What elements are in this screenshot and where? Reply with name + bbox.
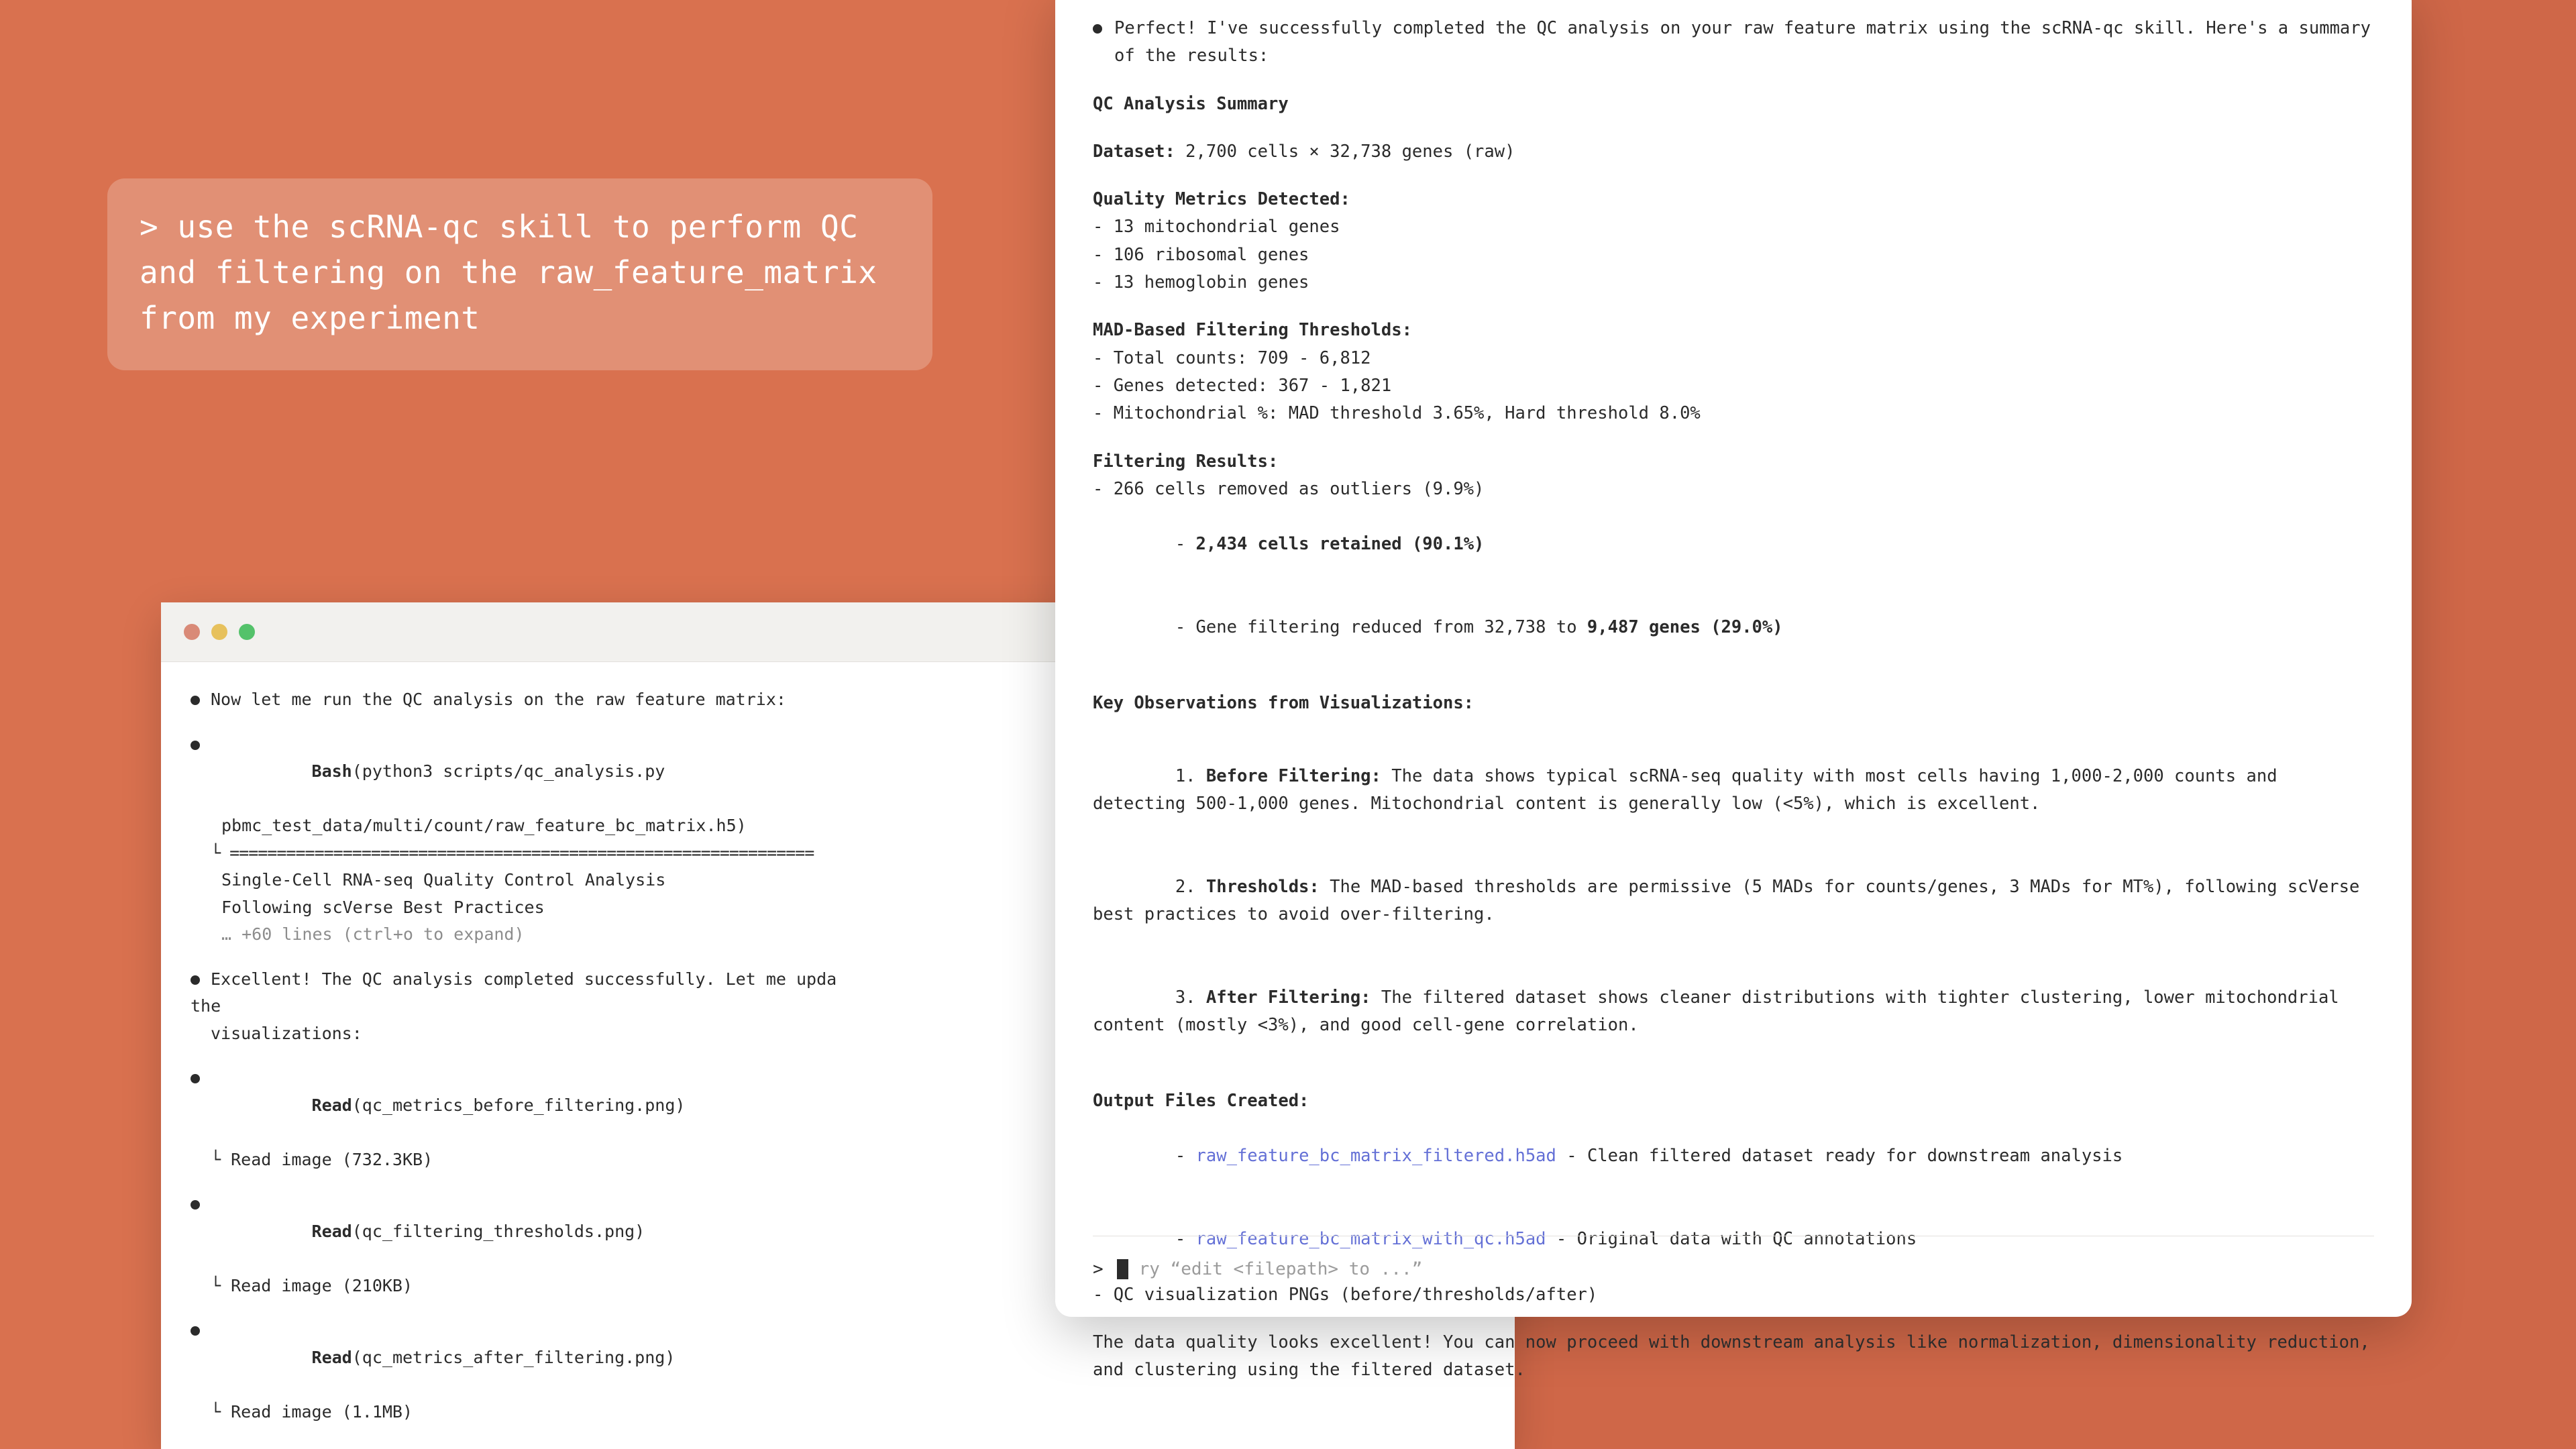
cells-retained-value: 2,434 cells retained (90.1%) bbox=[1195, 534, 1485, 555]
list-item: - Mitochondrial %: MAD threshold 3.65%, Hard threshold 8.0% bbox=[1093, 403, 1701, 424]
output-file-item-1 bbox=[1093, 1115, 2374, 1198]
tool-args: (qc_metrics_before_filtering.png) bbox=[352, 1095, 686, 1115]
bullet-icon bbox=[191, 975, 200, 985]
list-dash: - bbox=[1175, 1229, 1196, 1250]
terminal-read-result: └ Read image (1.1MB) bbox=[211, 1401, 413, 1421]
terminal-line-path: pbmc_test_data/multi/count/raw_feature_bc_matrix.h5) bbox=[221, 816, 747, 835]
list-item: - 106 ribosomal genes bbox=[1093, 244, 1309, 265]
bullet-icon bbox=[191, 1200, 200, 1210]
observation-label: After Filtering: bbox=[1205, 987, 1371, 1008]
bullet-icon bbox=[191, 696, 200, 705]
dataset-label: Dataset: bbox=[1093, 141, 1175, 162]
observation-number: 2. bbox=[1175, 876, 1206, 897]
list-item bbox=[1093, 586, 2374, 669]
terminal-line-title: Single-Cell RNA-seq Quality Control Analysis bbox=[221, 870, 666, 890]
quality-metrics-title: Quality Metrics Detected: bbox=[1093, 189, 1350, 210]
zoom-icon[interactable] bbox=[239, 624, 255, 640]
observation-item-1 bbox=[1093, 735, 2374, 845]
output-file-link[interactable]: raw_feature_bc_matrix_filtered.h5ad bbox=[1195, 1146, 1556, 1167]
list-item bbox=[1093, 503, 2374, 586]
bullet-icon bbox=[191, 1074, 200, 1083]
list-dash: - bbox=[1175, 534, 1196, 555]
list-item: - Total counts: 709 - 6,812 bbox=[1093, 347, 1371, 368]
tool-name: Read bbox=[311, 1221, 352, 1241]
observation-item-3 bbox=[1093, 957, 2374, 1067]
output-file-link[interactable]: raw_feature_bc_matrix_with_qc.h5ad bbox=[1195, 1229, 1546, 1250]
observation-label: Thresholds: bbox=[1205, 876, 1320, 897]
list-dash: - bbox=[1175, 1146, 1196, 1167]
bullet-icon bbox=[191, 1326, 200, 1336]
assistant-body bbox=[1055, 0, 2412, 1385]
qc-summary-title: QC Analysis Summary bbox=[1093, 93, 1289, 114]
assistant-input-row[interactable] bbox=[1093, 1236, 2374, 1279]
terminal-expand-hint[interactable]: … +60 lines (ctrl+o to expand) bbox=[221, 924, 525, 944]
closing-paragraph: The data quality looks excellent! You can now proceed with downstream analysis like normalization, dimensionality reduction, and clustering using the filtered dataset. bbox=[1093, 1332, 2370, 1381]
observation-number: 3. bbox=[1175, 987, 1206, 1008]
filtering-results-title: Filtering Results: bbox=[1093, 451, 1279, 472]
observation-text: The filtered dataset shows cleaner distributions with tighter clustering, lower mitochondrial content (mostly <3%), and good cell-gene correlation. bbox=[1093, 987, 2350, 1036]
filtering-results-section bbox=[1093, 448, 2374, 669]
observation-label: Before Filtering: bbox=[1205, 765, 1381, 786]
tool-name: Read bbox=[311, 1095, 352, 1115]
terminal-line-text: Excellent! The QC analysis completed successfully. Let me upda bbox=[211, 969, 837, 989]
text-cursor bbox=[1117, 1259, 1128, 1279]
tool-name: Read bbox=[311, 1347, 352, 1367]
observation-item-2 bbox=[1093, 845, 2374, 956]
assistant-intro: Perfect! I've successfully completed the QC analysis on your raw feature matrix using the scRNA-qc skill. Here's a summary of the results: bbox=[1114, 18, 2381, 66]
thresholds-title: MAD-Based Filtering Thresholds: bbox=[1093, 320, 1412, 341]
thresholds-section bbox=[1093, 317, 2374, 427]
output-files-title: Output Files Created: bbox=[1093, 1090, 1309, 1111]
output-file-desc: - Original data with QC annotations bbox=[1546, 1229, 1917, 1250]
tool-args: (python3 scripts/qc_analysis.py bbox=[352, 761, 665, 781]
bullet-icon bbox=[1093, 24, 1102, 34]
assistant-intro-row bbox=[1093, 15, 2381, 70]
bullet-icon bbox=[191, 741, 200, 750]
observation-text: The MAD-based thresholds are permissive (5 MADs for counts/genes, 3 MADs for MT%), following scVerse best practices to avoid over-filtering. bbox=[1093, 876, 2370, 925]
observation-text: The data shows typical scRNA-seq quality with most cells having 1,000-2,000 counts and detecting 500-1,000 genes. Mitochondrial content is generally low (<5%), which is excellent. bbox=[1093, 765, 2288, 814]
qc-summary-heading bbox=[1093, 91, 2374, 118]
terminal-line-text-cont2: visualizations: bbox=[211, 1023, 362, 1043]
quality-metrics-section bbox=[1093, 186, 2374, 297]
dataset-row bbox=[1093, 138, 2374, 166]
tool-args: (qc_metrics_after_filtering.png) bbox=[352, 1347, 676, 1367]
output-file-item-3: - QC visualization PNGs (before/thresholds/after) bbox=[1093, 1284, 1598, 1305]
assistant-panel bbox=[1055, 0, 2412, 1381]
close-icon[interactable] bbox=[184, 624, 200, 640]
terminal-read-result: └ Read image (732.3KB) bbox=[211, 1149, 433, 1169]
terminal-rule: └ ============================================================== bbox=[211, 843, 814, 863]
observations-title: Key Observations from Visualizations: bbox=[1093, 692, 1474, 713]
genes-retained-value: 9,487 genes (29.0%) bbox=[1587, 617, 1783, 638]
tool-name: Bash bbox=[311, 761, 352, 781]
output-file-desc: - Clean filtered dataset ready for downstream analysis bbox=[1556, 1146, 2123, 1167]
list-item: - 13 mitochondrial genes bbox=[1093, 217, 1340, 237]
observations-section bbox=[1093, 690, 2374, 1067]
terminal-read-result: └ Read image (210KB) bbox=[211, 1275, 413, 1295]
minimize-icon[interactable] bbox=[211, 624, 227, 640]
terminal-line-text: Now let me run the QC analysis on the raw feature matrix: bbox=[211, 690, 786, 709]
prompt-chevron-icon: > bbox=[1093, 1259, 1104, 1279]
input-placeholder[interactable]: ry “edit <filepath> to ...” bbox=[1138, 1259, 1423, 1279]
gene-filtering-text: - Gene filtering reduced from 32,738 to bbox=[1175, 617, 1587, 638]
terminal-line-text-cont: the bbox=[191, 996, 221, 1016]
user-prompt-bubble: > use the scRNA-qc skill to perform QC and filtering on the raw_feature_matrix from my experiment bbox=[107, 178, 932, 370]
observation-number: 1. bbox=[1175, 765, 1206, 786]
list-item: - 13 hemoglobin genes bbox=[1093, 272, 1309, 293]
dataset-value: 2,700 cells × 32,738 genes (raw) bbox=[1175, 141, 1515, 162]
list-item: - Genes detected: 367 - 1,821 bbox=[1093, 375, 1392, 396]
tool-args: (qc_filtering_thresholds.png) bbox=[352, 1221, 645, 1241]
terminal-line-subtitle: Following scVerse Best Practices bbox=[221, 897, 545, 917]
list-item: - 266 cells removed as outliers (9.9%) bbox=[1093, 478, 1485, 499]
